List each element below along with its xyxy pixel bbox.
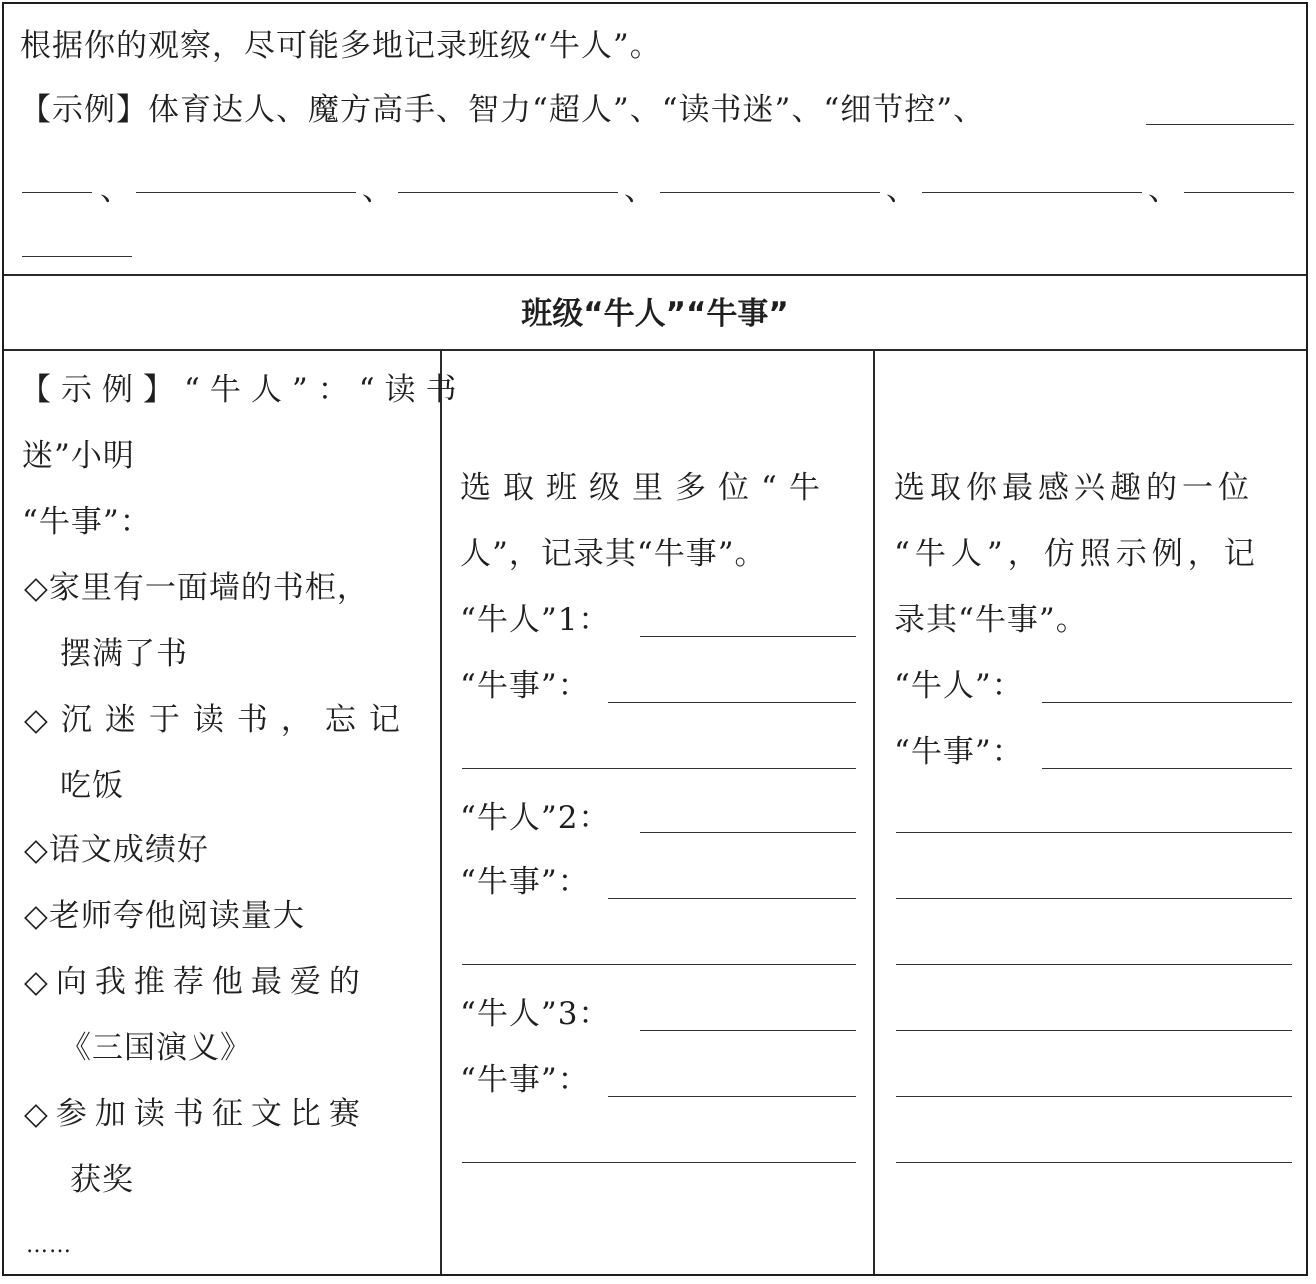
col3-person-label: “牛人”： <box>894 668 1024 704</box>
col2-deed-blank-2[interactable] <box>608 898 856 899</box>
row-divider-header <box>4 349 1306 351</box>
col3-deed-blank-cont[interactable] <box>896 1162 1292 1163</box>
example-deeds-label: “牛事”： <box>22 504 152 540</box>
col2-deed-label: “牛事”： <box>460 864 590 900</box>
col2-deed-blank-3-cont[interactable] <box>462 1162 856 1163</box>
example-deed-item-cont: 摆满了书 <box>60 636 188 672</box>
example-deed-item: ◇向我推荐他最爱的 <box>24 964 368 1000</box>
col3-person-blank[interactable] <box>1042 702 1292 703</box>
name-blank-6[interactable] <box>1184 192 1294 193</box>
col3-prompt-line1: 选取你最感兴趣的一位 <box>894 470 1254 506</box>
instruction-text: 根据你的观察，尽可能多地记录班级“牛人”。 <box>20 28 662 64</box>
name-blank-1-cont[interactable] <box>22 192 92 193</box>
col3-deed-blank-cont[interactable] <box>896 964 1292 965</box>
col2-deed-blank-3[interactable] <box>608 1096 856 1097</box>
col3-deed-blank-cont[interactable] <box>896 832 1292 833</box>
col3-deed-label: “牛事”： <box>894 734 1024 770</box>
example-deed-item: ◇家里有一面墙的书柜， <box>24 570 369 606</box>
name-blank-3[interactable] <box>398 192 618 193</box>
example-person-line2: 迷”小明 <box>22 438 135 474</box>
example-deed-item-cont: 《三国演义》 <box>60 1030 252 1066</box>
name-blank-6-cont[interactable] <box>22 256 132 257</box>
example-prefix: 【示例】体育达人、魔方高手、智力“超人”、“读书迷”、“细节控”、 <box>20 92 986 128</box>
name-blank-2[interactable] <box>136 192 356 193</box>
example-deed-item-cont: 吃饭 <box>60 768 124 804</box>
row-divider-top <box>4 274 1306 276</box>
col2-prompt-line1: 选取班级里多位“牛 <box>460 470 832 506</box>
example-deed-item: ◇语文成绩好 <box>24 832 209 868</box>
col2-deed-blank-1[interactable] <box>608 702 856 703</box>
example-deed-item: ◇沉迷于读书，忘记 <box>24 702 413 738</box>
col3-deed-blank-cont[interactable] <box>896 898 1292 899</box>
col3-deed-blank-cont[interactable] <box>896 1030 1292 1031</box>
separator: 、 <box>886 172 918 208</box>
col2-deed-blank-2-cont[interactable] <box>462 964 856 965</box>
name-blank-4[interactable] <box>660 192 880 193</box>
example-person-line1: 【示例】“牛人”：“读书 <box>20 372 467 408</box>
example-ellipsis: …… <box>26 1233 72 1258</box>
col3-deed-blank[interactable] <box>1042 768 1292 769</box>
table-header: 班级“牛人”“牛事” <box>521 296 789 332</box>
name-blank-1[interactable] <box>1146 124 1294 125</box>
col2-prompt-line2: 人”，记录其“牛事”。 <box>460 536 767 572</box>
column-divider-1 <box>440 351 442 1274</box>
col3-deed-blank-cont[interactable] <box>896 1096 1292 1097</box>
col2-person-label: “牛人”1： <box>460 602 611 638</box>
column-divider-2 <box>873 351 875 1274</box>
col2-deed-blank-1-cont[interactable] <box>462 768 856 769</box>
name-blank-5[interactable] <box>922 192 1142 193</box>
example-deed-item-cont: 获奖 <box>70 1162 134 1198</box>
separator: 、 <box>1148 172 1180 208</box>
separator: 、 <box>100 172 132 208</box>
col2-person-blank-1[interactable] <box>640 636 856 637</box>
col2-deed-label: “牛事”： <box>460 668 590 704</box>
col2-deed-label: “牛事”： <box>460 1062 590 1098</box>
col2-person-label: “牛人”3： <box>460 996 611 1032</box>
col2-person-label: “牛人”2： <box>460 800 611 836</box>
col3-prompt-line2: “牛人”，仿照示例，记 <box>894 536 1260 572</box>
col3-prompt-line3: 录其“牛事”。 <box>894 602 1088 638</box>
separator: 、 <box>624 172 656 208</box>
separator: 、 <box>362 172 394 208</box>
col2-person-blank-3[interactable] <box>640 1030 856 1031</box>
example-deed-item: ◇参加读书征文比赛 <box>24 1096 368 1132</box>
col2-person-blank-2[interactable] <box>640 832 856 833</box>
worksheet-table <box>2 2 1308 1276</box>
example-deed-item: ◇老师夸他阅读量大 <box>24 898 305 934</box>
